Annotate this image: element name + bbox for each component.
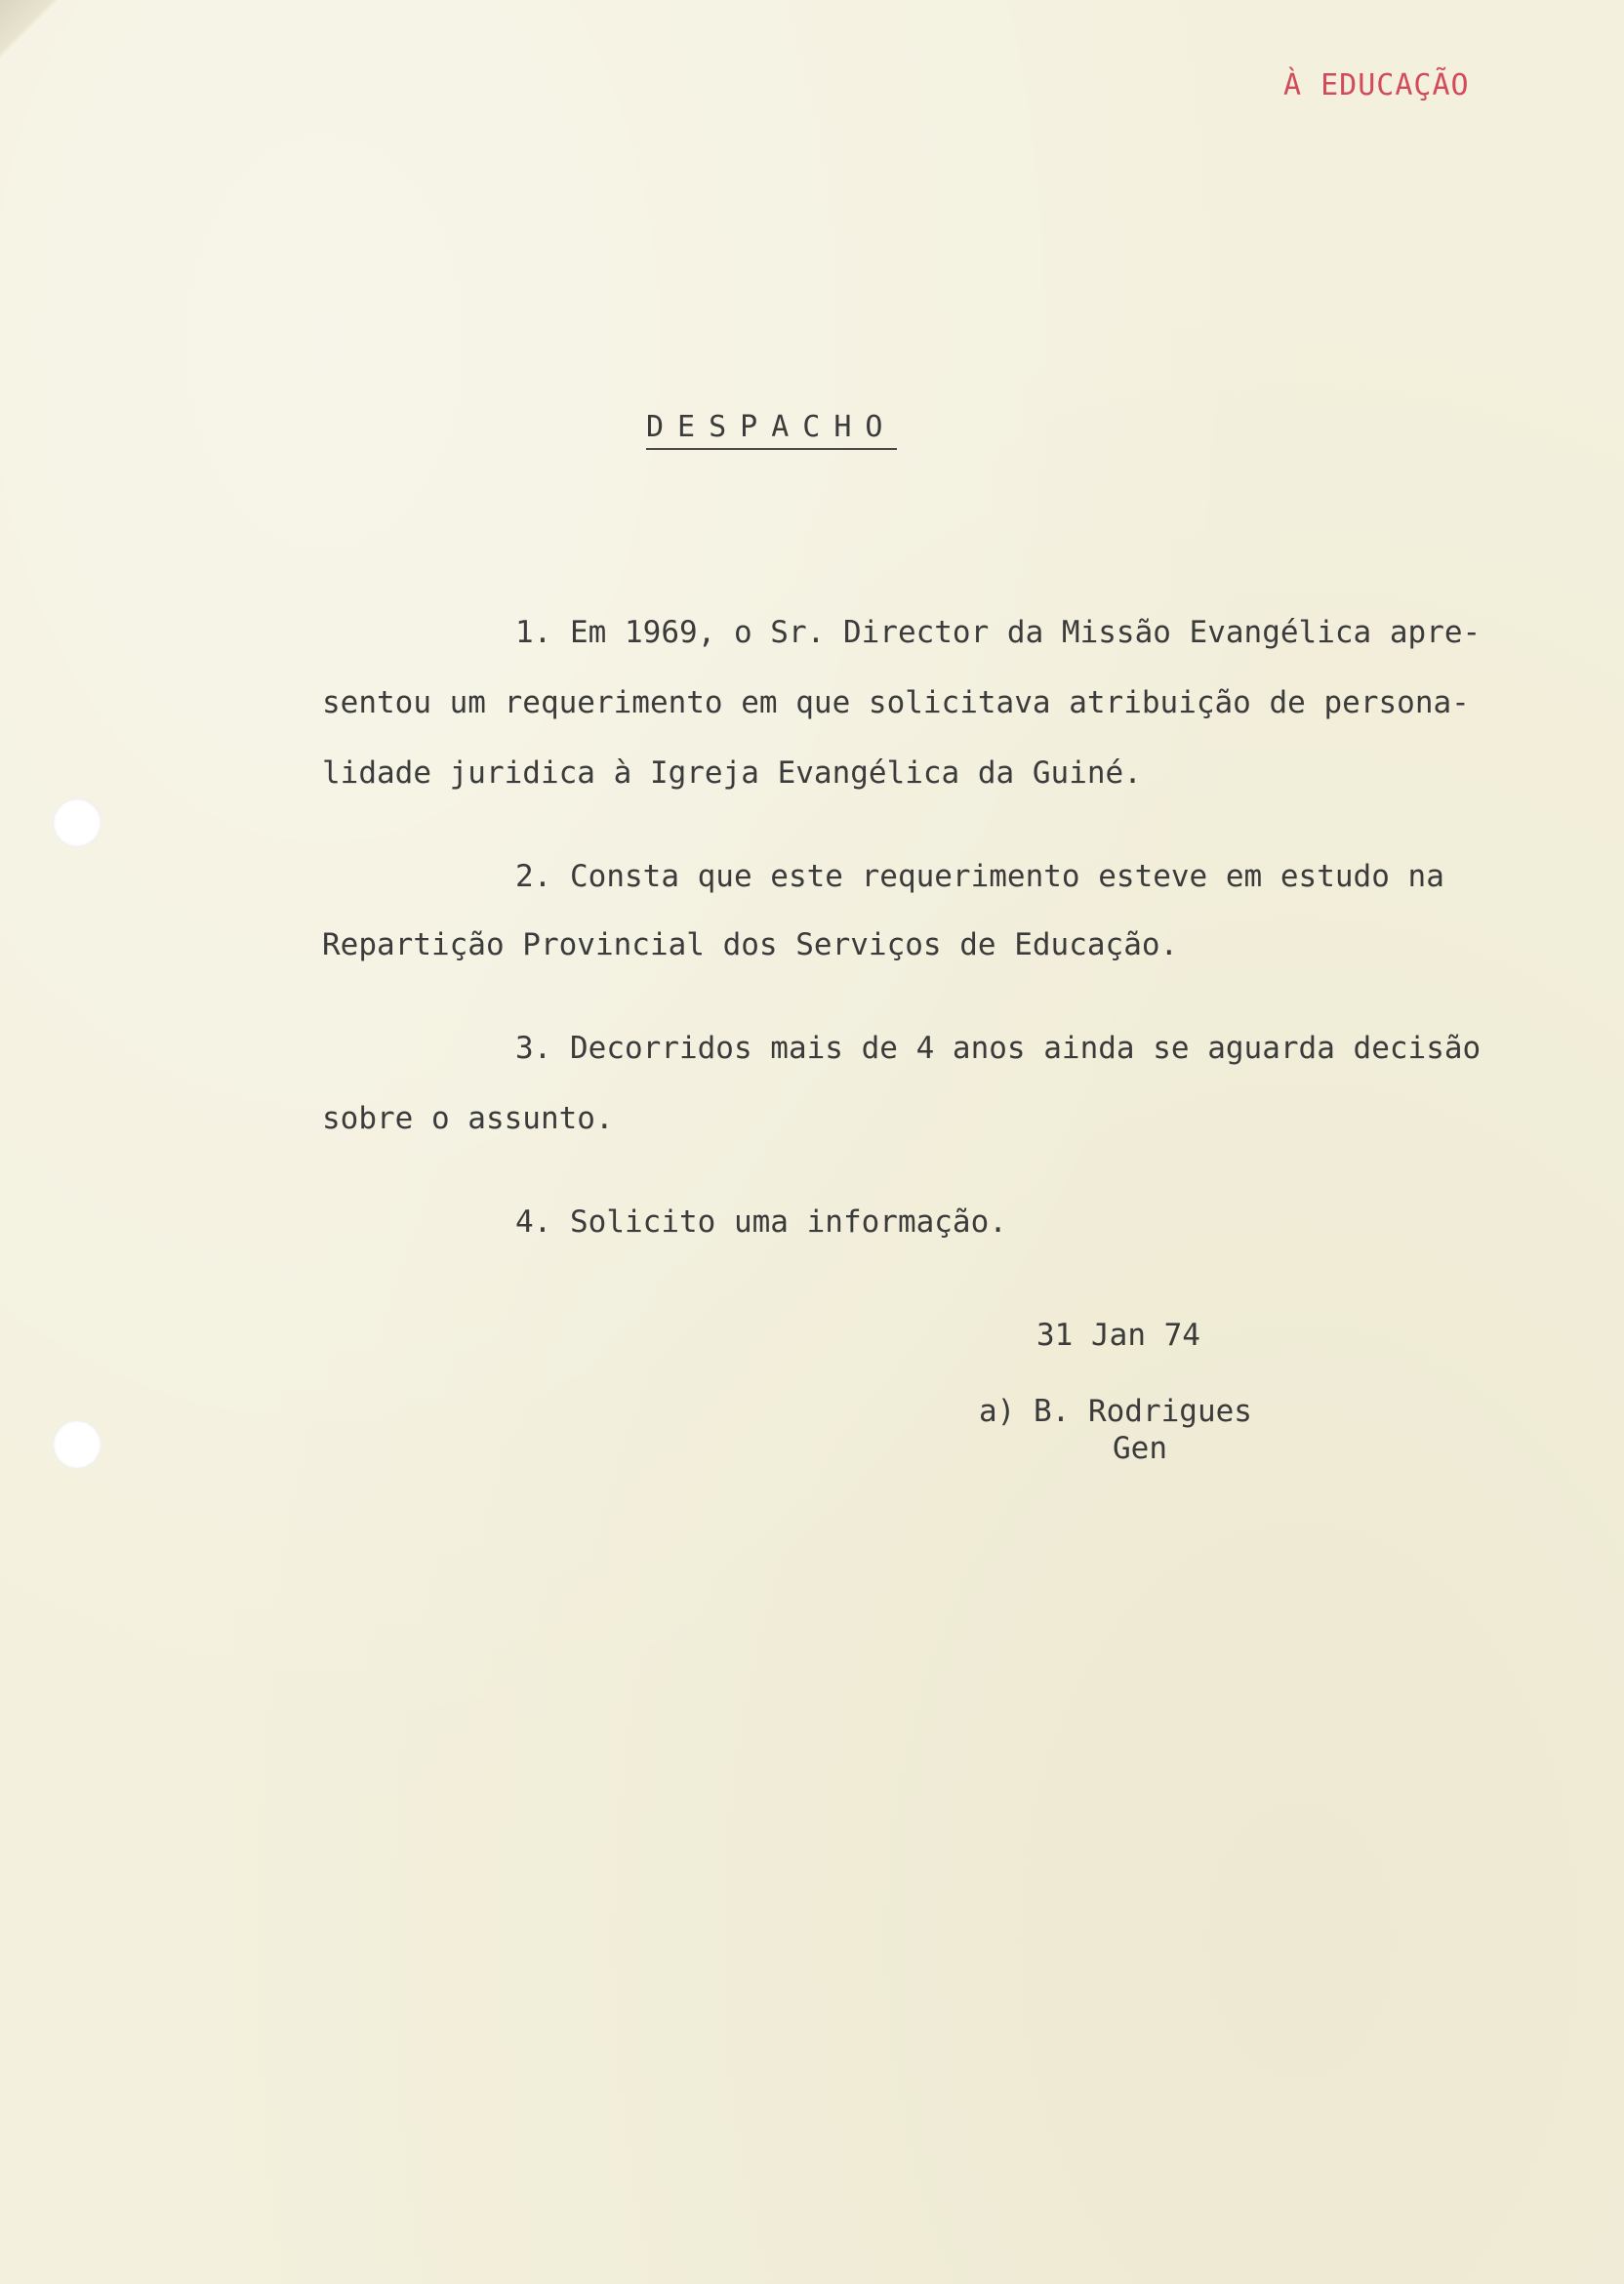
paragraph-2-number: 2. xyxy=(515,859,552,894)
paragraph-1-line-2: sentou um requerimento em que solicitava atribuição de persona- xyxy=(322,685,1470,720)
punch-hole-lower xyxy=(53,1420,102,1469)
department-stamp: À EDUCAÇÃO xyxy=(1283,68,1470,102)
paragraph-3-line-1 xyxy=(515,1031,1481,1066)
paragraph-1-number: 1. xyxy=(515,615,552,650)
punch-hole-upper xyxy=(53,798,102,847)
paragraph-1-text-line-1: Em 1969, o Sr. Director da Missão Evangélica apre- xyxy=(570,615,1482,650)
document-date: 31 Jan 74 xyxy=(1036,1318,1200,1353)
paragraph-2-line-2: Repartição Provincial dos Serviços de Educação. xyxy=(322,927,1179,962)
paragraph-2-text-line-1: Consta que este requerimento esteve em estudo na xyxy=(570,859,1444,894)
signature-rank: Gen xyxy=(1113,1431,1167,1466)
paragraph-2-line-1 xyxy=(515,859,1444,894)
paragraph-3-number: 3. xyxy=(515,1031,552,1066)
paragraph-3-text-line-1: Decorridos mais de 4 anos ainda se aguarda decisão xyxy=(570,1031,1482,1066)
paragraph-3-line-2: sobre o assunto. xyxy=(322,1101,614,1136)
document-title: DESPACHO xyxy=(646,410,897,450)
paragraph-1-line-1 xyxy=(515,615,1481,650)
paragraph-1-line-3: lidade juridica à Igreja Evangélica da Guiné. xyxy=(322,755,1142,791)
paragraph-4-line-1 xyxy=(515,1204,1007,1240)
folded-corner xyxy=(0,0,59,59)
paragraph-4-text-line-1: Solicito uma informação. xyxy=(570,1204,1007,1240)
paragraph-4-number: 4. xyxy=(515,1204,552,1240)
signature-name: a) B. Rodrigues xyxy=(979,1394,1252,1429)
